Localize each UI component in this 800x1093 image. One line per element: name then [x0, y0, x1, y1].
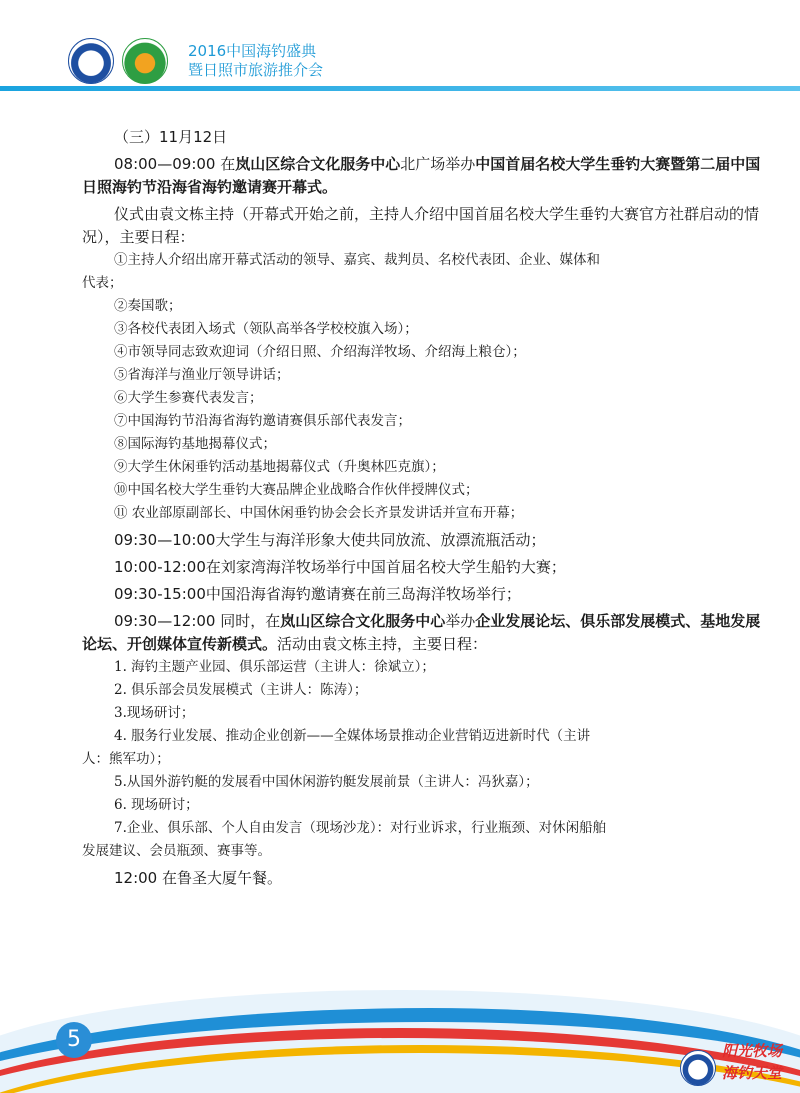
paragraph-forum [82, 610, 772, 656]
agenda-item: ②奏国歌； [114, 298, 182, 314]
forum-mid: 举办 [445, 612, 476, 630]
agenda-item: ⑤省海洋与渔业厅领导讲话； [114, 367, 290, 383]
agenda-item: ⑥大学生参赛代表发言； [114, 390, 263, 406]
slogan-line2: 海钓天堂 [722, 1064, 783, 1082]
forum-item: 7.企业、俱乐部、个人自由发言（现场沙龙）：对行业诉求，行业瓶颈、对休闲船舶 [114, 820, 607, 836]
forum-event: 企业发展论坛、俱乐部发展模式、基地发展论坛、开创媒体宣传新模式。 [82, 612, 761, 653]
forum-item: 4. 服务行业发展、推动企业创新——全媒体场景推动企业营销迈进新时代（主讲 [114, 728, 591, 744]
header-title [188, 42, 323, 80]
opening-mid: 北广场举办 [400, 155, 476, 173]
header-title-line1: 2016中国海钓盛典 [188, 42, 317, 60]
header-divider [0, 86, 800, 91]
forum-item: 1. 海钓主题产业园、俱乐部运营（主讲人：徐斌立）； [114, 659, 435, 675]
agenda-item: ④市领导同志致欢迎词（介绍日照、介绍海洋牧场、介绍海上粮仓）； [114, 344, 526, 360]
forum-item: 5.从国外游钓艇的发展看中国休闲游钓艇发展前景（主讲人：冯狄嘉）； [114, 774, 539, 790]
forum-time: 09:30—12:00 同时，在 [114, 612, 281, 630]
forum-location: 岚山区综合文化服务中心 [280, 612, 446, 630]
paragraph-opening-ceremony [82, 153, 772, 199]
page-header [0, 0, 800, 92]
paragraph-boat-fishing: 10:00-12:00在刘家湾海洋牧场举行中国首届名校大学生船钓大赛； [114, 558, 566, 576]
footer-logo-icon [680, 1050, 716, 1086]
opening-location: 岚山区综合文化服务中心 [235, 155, 401, 173]
agenda-item: ⑪ 农业部原副部长、中国休闲垂钓协会会长齐景发讲话并宣布开幕； [114, 505, 524, 521]
page-number: 5 [56, 1022, 92, 1058]
date-heading: （三）11月12日 [114, 128, 228, 146]
forum-item: 6. 现场研讨； [114, 797, 199, 813]
document-body [82, 126, 772, 890]
opening-time: 08:00—09:00 在 [114, 155, 236, 173]
paragraph-lunch: 12:00 在鲁圣大厦午餐。 [114, 869, 282, 887]
forum-item-continued: 发展建议、会员瓶颈、赛事等。 [82, 843, 271, 859]
slogan-line1: 阳光牧场 [722, 1042, 783, 1060]
forum-item: 2. 俱乐部会员发展模式（主讲人：陈涛）； [114, 682, 368, 698]
forum-item: 3.现场研讨； [114, 705, 195, 721]
agenda-item: ⑨大学生休闲垂钓活动基地揭幕仪式（升奥林匹克旗）； [114, 459, 445, 475]
agenda-item: ⑧国际海钓基地揭幕仪式； [114, 436, 276, 452]
agenda-item-continued: 代表； [82, 275, 123, 291]
paragraph-invitational: 09:30-15:00中国沿海省海钓邀请赛在前三岛海洋牧场举行； [114, 585, 521, 603]
forum-item-continued: 人：熊军功）； [82, 751, 170, 767]
opening-event: 中国首届名校大学生垂钓大赛暨第二届中国日照海钓节沿海省海钓邀请赛开幕式。 [82, 155, 761, 196]
footer-slogan [722, 1040, 782, 1084]
agenda-item: ①主持人介绍出席开幕式活动的领导、嘉宾、裁判员、名校代表团、企业、媒体和 [114, 252, 600, 268]
forum-end: 活动由袁文栋主持，主要日程： [277, 635, 488, 653]
agenda-item: ⑩中国名校大学生垂钓大赛品牌企业战略合作伙伴授牌仪式； [114, 482, 479, 498]
fishing-association-logo-icon [68, 38, 114, 84]
paragraph-host: 仪式由袁文栋主持（开幕式开始之前，主持人介绍中国首届名校大学生垂钓大赛官方社群启动的情况），主要日程： [82, 205, 760, 246]
agenda-item: ③各校代表团入场式（领队高举各学校校旗入场）； [114, 321, 418, 337]
paragraph-release: 09:30—10:00大学生与海洋形象大使共同放流、放漂流瓶活动； [114, 531, 546, 549]
agenda-item: ⑦中国海钓节沿海省海钓邀请赛俱乐部代表发言； [114, 413, 411, 429]
rizhao-festival-logo-icon [122, 38, 168, 84]
header-title-line2: 暨日照市旅游推介会 [188, 61, 324, 79]
